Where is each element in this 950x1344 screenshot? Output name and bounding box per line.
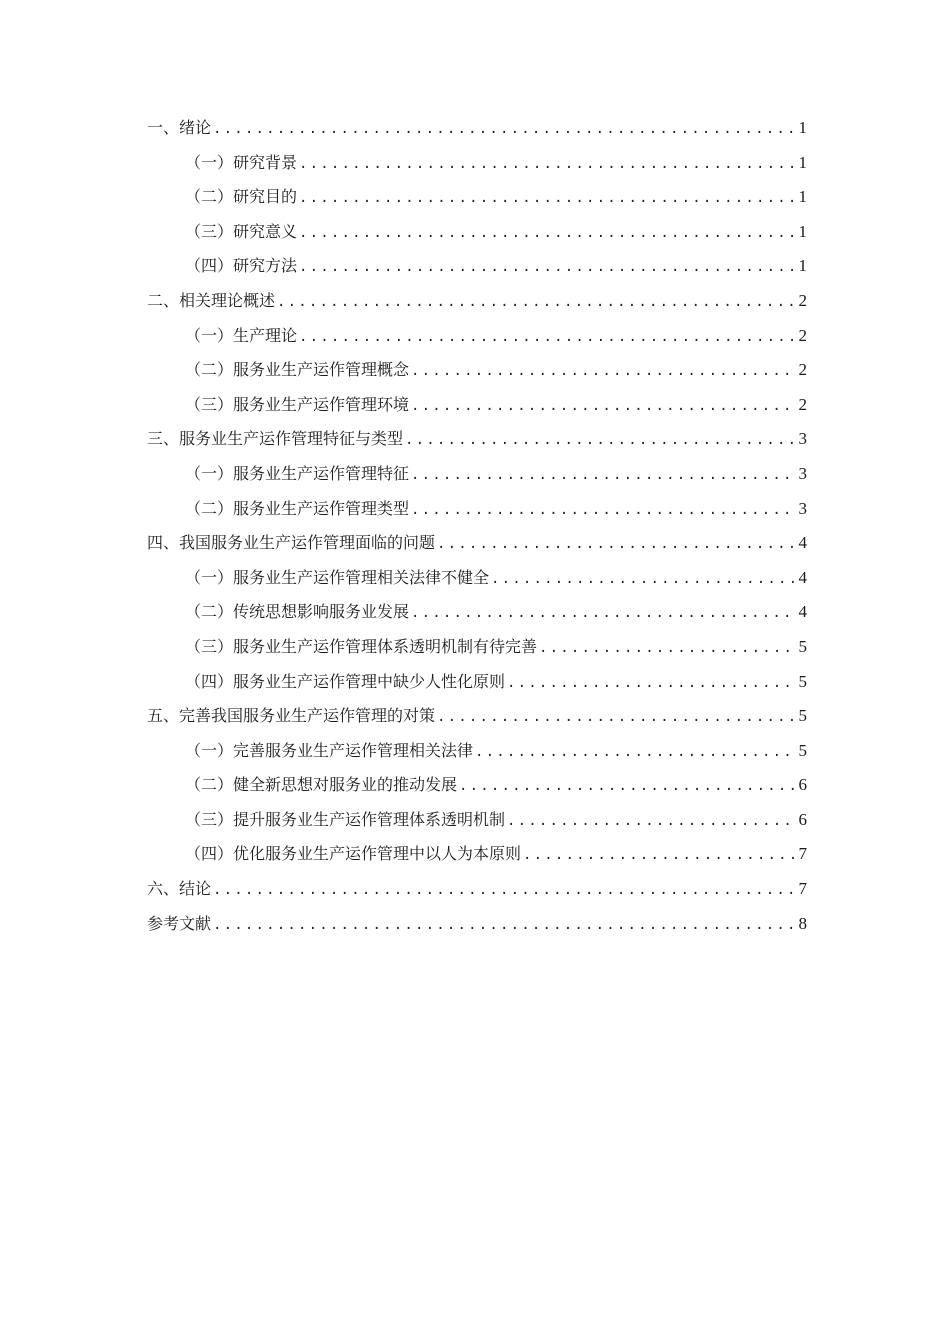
toc-page-number: 1 [798, 118, 807, 137]
toc-dot-leader [411, 354, 795, 389]
toc-dot-leader [437, 700, 795, 735]
toc-entry-title: （三）服务业生产运作管理体系透明机制有待完善 [185, 636, 538, 656]
toc-page-number: 5 [798, 740, 807, 760]
toc-entry-title: （三）提升服务业生产运作管理体系透明机制 [185, 809, 506, 829]
toc-page-number: 2 [798, 290, 807, 310]
toc-dot-leader [523, 838, 795, 873]
toc-entry[interactable] [147, 353, 807, 388]
toc-entry[interactable] [147, 146, 807, 181]
toc-page-number: 7 [798, 844, 807, 864]
toc-page-number: 2 [798, 360, 807, 380]
toc-entry[interactable] [147, 180, 807, 215]
toc-entry[interactable] [147, 526, 807, 561]
toc-entry[interactable] [147, 561, 807, 596]
toc-entry[interactable] [147, 803, 807, 838]
toc-entry[interactable] [147, 492, 807, 527]
toc-dot-leader [213, 873, 795, 908]
toc-page-number: 3 [798, 429, 807, 449]
toc-dot-leader [411, 458, 795, 493]
toc-dot-leader [411, 596, 795, 631]
toc-page-number: 2 [798, 394, 807, 414]
toc-entry-title: 参考文献 [147, 913, 212, 933]
toc-entry-title: （一）生产理论 [185, 325, 298, 345]
toc-page-number: 5 [798, 636, 807, 656]
toc-dot-leader [405, 423, 795, 458]
toc-dot-leader [491, 562, 795, 597]
toc-dot-leader [411, 389, 795, 424]
toc-page-number: 1 [798, 152, 807, 172]
toc-entry-title: （二）传统思想影响服务业发展 [185, 602, 410, 622]
toc-entry-title: （二）服务业生产运作管理概念 [185, 360, 410, 380]
toc-page-number: 4 [798, 533, 807, 553]
toc-dot-leader [507, 666, 795, 701]
toc-page-number: 6 [798, 775, 807, 795]
toc-page-number: 5 [798, 671, 807, 691]
toc-page-number: 4 [798, 567, 807, 587]
toc-page-number: 2 [798, 325, 807, 345]
toc-dot-leader [411, 493, 795, 528]
toc-entry[interactable] [147, 284, 807, 319]
toc-entry[interactable] [147, 630, 807, 665]
toc-dot-leader [213, 112, 795, 147]
toc-dot-leader [213, 908, 795, 943]
toc-dot-leader [299, 216, 795, 251]
toc-entry-title: （二）服务业生产运作管理类型 [185, 498, 410, 518]
toc-dot-leader [277, 285, 795, 320]
toc-entry[interactable] [147, 665, 807, 700]
toc-entry-title: （四）优化服务业生产运作管理中以人为本原则 [185, 844, 522, 864]
toc-entry-title: 五、完善我国服务业生产运作管理的对策 [147, 706, 436, 726]
toc-entry[interactable] [147, 215, 807, 250]
toc-page-number: 4 [798, 602, 807, 622]
toc-entry[interactable] [147, 699, 807, 734]
toc-page-number: 3 [798, 463, 807, 483]
toc-page-number: 5 [798, 706, 807, 726]
toc-entry[interactable] [147, 734, 807, 769]
toc-page-number: 1 [798, 221, 807, 241]
toc-entry[interactable] [147, 388, 807, 423]
toc-entry[interactable] [147, 319, 807, 354]
toc-page-number: 7 [798, 879, 807, 899]
toc-entry[interactable] [147, 907, 807, 942]
toc-entry-title: （四）研究方法 [185, 256, 298, 276]
toc-entry[interactable] [147, 422, 807, 457]
toc-entry-title: 四、我国服务业生产运作管理面临的问题 [147, 533, 436, 553]
toc-entry-title: 一、绪论 [147, 118, 212, 137]
toc-page-number: 6 [798, 809, 807, 829]
toc-entry-title: （二）健全新思想对服务业的推动发展 [185, 775, 458, 795]
toc-dot-leader [459, 769, 795, 804]
toc-page-number: 1 [798, 187, 807, 207]
toc-dot-leader [507, 804, 795, 839]
toc-entry-title: （三）服务业生产运作管理环境 [185, 394, 410, 414]
toc-entry-title: （四）服务业生产运作管理中缺少人性化原则 [185, 671, 506, 691]
toc-page-number: 3 [798, 498, 807, 518]
toc-entry-title: （一）服务业生产运作管理相关法律不健全 [185, 567, 490, 587]
toc-dot-leader [299, 320, 795, 355]
toc-entry-title: （一）研究背景 [185, 152, 298, 172]
toc-dot-leader [299, 147, 795, 182]
toc-page-number: 8 [798, 913, 807, 933]
toc-entry-title: （一）完善服务业生产运作管理相关法律 [185, 740, 474, 760]
toc-entry-title: （二）研究目的 [185, 187, 298, 207]
toc-dot-leader [437, 527, 795, 562]
toc-dot-leader [475, 735, 795, 770]
toc-entry[interactable] [147, 595, 807, 630]
toc-entry[interactable] [147, 249, 807, 284]
toc-dot-leader [299, 250, 795, 285]
toc-entry-title: 二、相关理论概述 [147, 290, 276, 310]
toc-entry[interactable] [147, 111, 807, 146]
toc-page-number: 1 [798, 256, 807, 276]
toc-entry-title: 六、结论 [147, 879, 212, 899]
toc-entry[interactable] [147, 872, 807, 907]
toc-entry-title: 三、服务业生产运作管理特征与类型 [147, 429, 404, 449]
toc-entry[interactable] [147, 457, 807, 492]
table-of-contents [147, 111, 807, 941]
toc-entry[interactable] [147, 768, 807, 803]
toc-entry-title: （一）服务业生产运作管理特征 [185, 463, 410, 483]
toc-entry-title: （三）研究意义 [185, 221, 298, 241]
toc-dot-leader [299, 181, 795, 216]
toc-entry[interactable] [147, 837, 807, 872]
toc-dot-leader [539, 631, 795, 666]
